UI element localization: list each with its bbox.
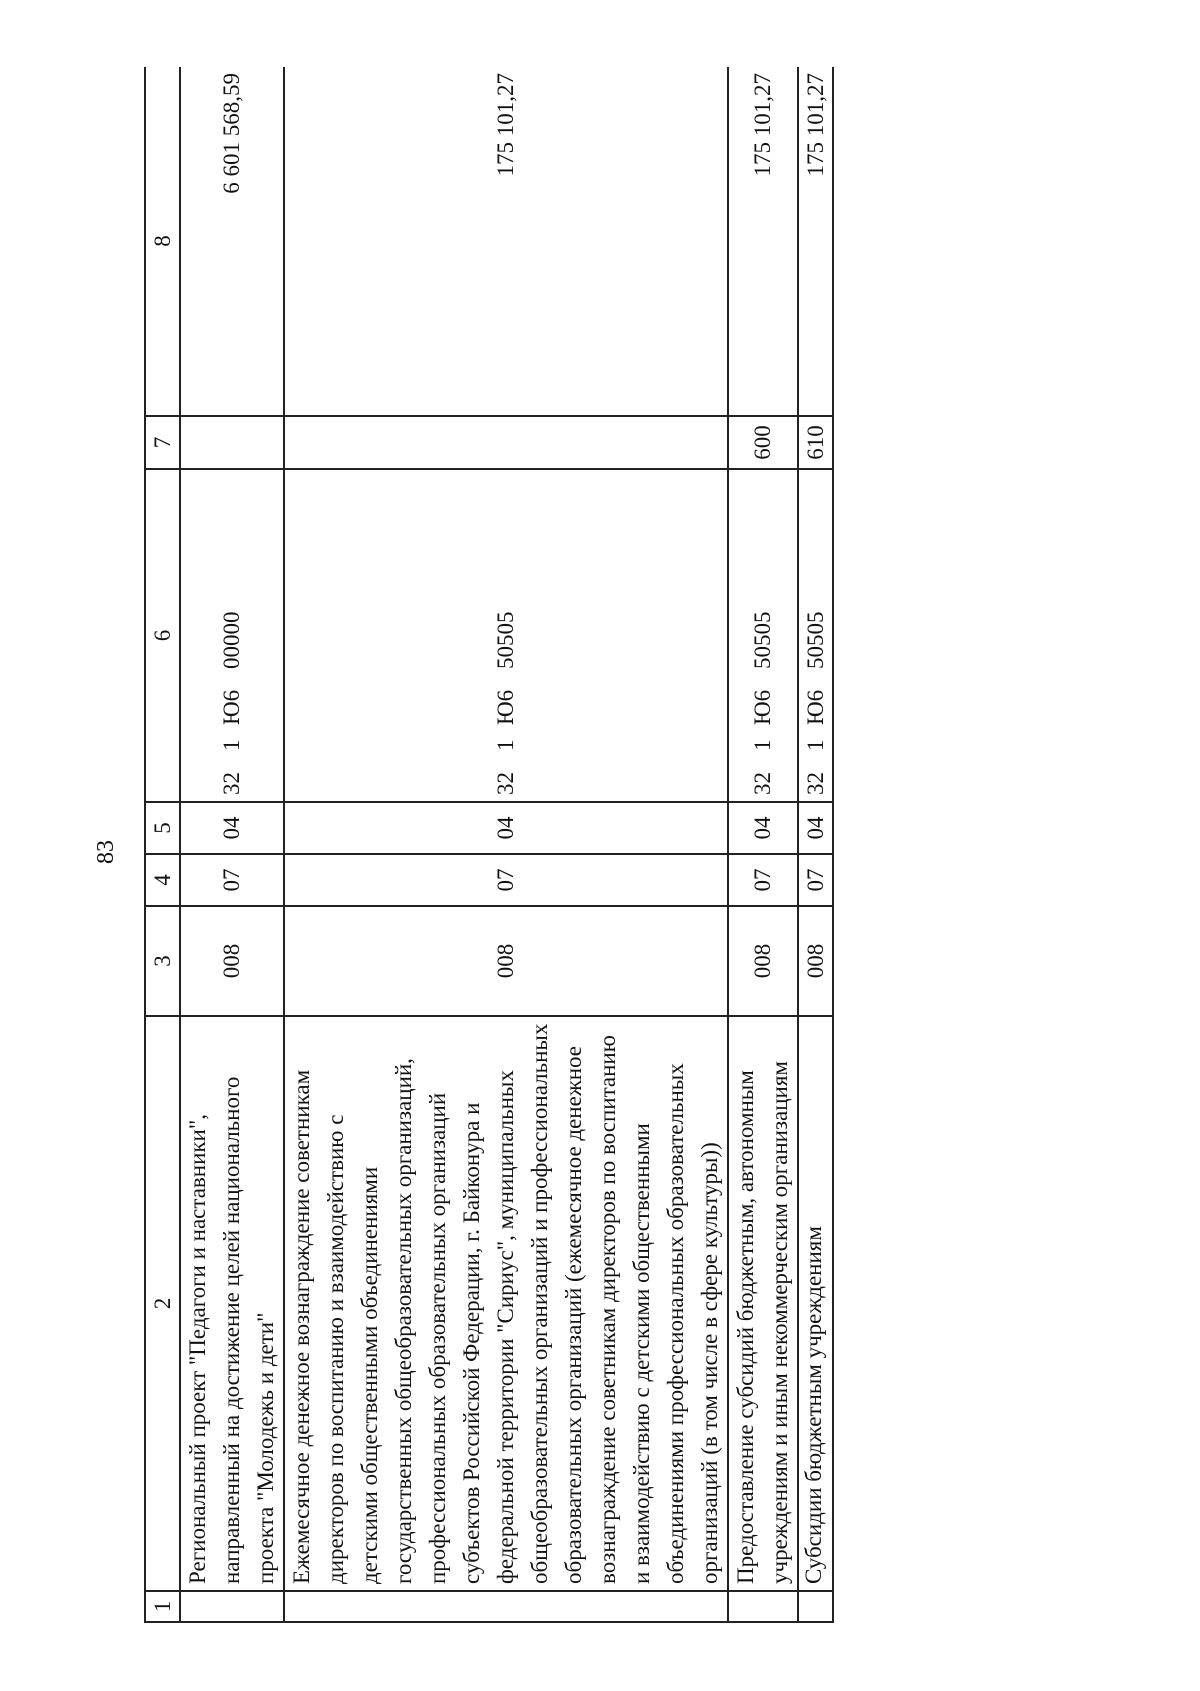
code-part: 00000 (219, 611, 244, 669)
code-part: 32 (750, 772, 775, 795)
code-part: 1 (802, 739, 828, 751)
section-cell: 07 (284, 854, 728, 906)
amount-cell: 175 101,27 (728, 67, 798, 416)
header-cell: 1 (145, 1591, 180, 1622)
header-cell: 5 (145, 802, 180, 854)
code-part: Ю6 (750, 689, 775, 725)
budget-table (144, 67, 834, 1623)
row-number-cell (798, 1591, 833, 1622)
item-name-cell: Региональный проект "Педагоги и наставники", направленный на достижение целей национального проекта "Молодежь и дети" (180, 1016, 284, 1591)
header-cell: 6 (145, 469, 180, 802)
table-row (798, 67, 833, 1622)
code-part: 32 (802, 772, 828, 795)
amount-cell: 6 601 568,59 (180, 67, 284, 416)
item-name-cell: Предоставление субсидий бюджетным, автономным учреждениям и иным некоммерческим организациям (728, 1016, 798, 1591)
code-part: Ю6 (219, 689, 244, 725)
code-part: 1 (219, 739, 244, 751)
header-cell: 4 (145, 854, 180, 906)
header-cell: 3 (145, 906, 180, 1016)
ministry-code-cell: 008 (284, 906, 728, 1016)
subsection-cell: 04 (728, 802, 798, 854)
target-code-cell (798, 469, 833, 802)
expense-type-cell: 610 (798, 416, 833, 469)
item-name-cell: Субсидии бюджетным учреждениям (798, 1016, 833, 1591)
item-name-cell: Ежемесячное денежное вознаграждение советникам директоров по воспитанию и взаимодействию с детскими общественными объединениями государственных общеобразовательных организаций, профессиональных образовательных организаций субъектов Российской Федерации, г. Байконура и федеральной территории "Сириус", муниципальных общеобразовательных организаций и профессиональных образовательных организаций (ежемесячное денежное вознаграждение советникам директоров по воспитанию и взаимодействию с детскими общественными объединениями профессиональных образовательных организаций (в том числе в сфере культуры)) (284, 1016, 728, 1591)
code-part: 50505 (750, 611, 775, 669)
row-number-cell (728, 1591, 798, 1622)
subsection-cell: 04 (284, 802, 728, 854)
header-cell: 8 (145, 67, 180, 416)
code-part: 32 (219, 772, 244, 795)
expense-type-cell (284, 416, 728, 469)
target-code-cell (728, 469, 798, 802)
header-row (145, 67, 180, 1622)
ministry-code-cell: 008 (728, 906, 798, 1016)
ministry-code-cell: 008 (798, 906, 833, 1016)
table-row (728, 67, 798, 1622)
amount-cell: 175 101,27 (798, 67, 833, 416)
section-cell: 07 (180, 854, 284, 906)
code-part: Ю6 (802, 689, 828, 725)
ministry-code-cell: 008 (180, 906, 284, 1016)
target-code-cell (180, 469, 284, 802)
subsection-cell: 04 (798, 802, 833, 854)
section-cell: 07 (798, 854, 833, 906)
subsection-cell: 04 (180, 802, 284, 854)
rotated-content (144, 67, 914, 1623)
row-number-cell (180, 1591, 284, 1622)
table-frame (144, 67, 914, 1623)
section-cell: 07 (728, 854, 798, 906)
target-code-cell (284, 469, 728, 802)
code-part: 32 (493, 772, 518, 795)
expense-type-cell: 600 (728, 416, 798, 469)
code-part: 50505 (493, 611, 518, 669)
code-part: 1 (750, 739, 775, 751)
table-row (180, 67, 284, 1622)
row-number-cell (284, 1591, 728, 1622)
code-part: Ю6 (493, 689, 518, 725)
table-row (284, 67, 728, 1622)
code-part: 1 (493, 739, 518, 751)
header-cell: 7 (145, 416, 180, 469)
page-number: 83 (92, 840, 119, 864)
amount-cell: 175 101,27 (284, 67, 728, 416)
header-cell: 2 (145, 1016, 180, 1591)
code-part: 50505 (802, 611, 828, 669)
expense-type-cell (180, 416, 284, 469)
